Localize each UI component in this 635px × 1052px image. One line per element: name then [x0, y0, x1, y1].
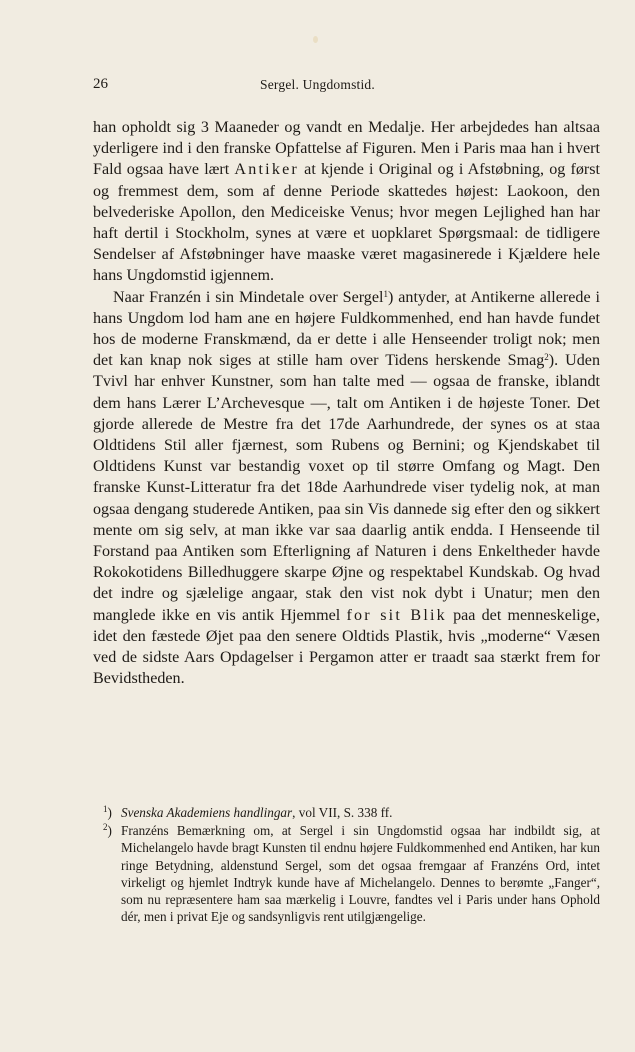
- body-text: [93, 117, 600, 689]
- footnote-ref-2: 2: [544, 352, 549, 363]
- paragraph-2-text-c: ). Uden Tvivl har enhver Kunstner, som han talte med — ogsaa de franske, iblandt dem hans Lærer L’Archevesque —, talt om Antiken i de højeste Toner. Det gjorde allerede de Mestre fra det 17de Aarhundrede, der synes os at staa Oldtidens Stil aller fjærnest, som Rubens og Bernini; og Kjendskabet til Oldtidens Kunst var bestandig voxet op til større Omfang og Magt. Den franske Kunst-Litteratur fra det 18de Aarhundrede viser tydelig nok, at man ogsaa dengang studerede Antiken, paa sin Vis dannede sig efter den og sikkert mente om sig selv, at man ikke var saa daarlig antik endda. I Henseende til Forstand paa Antiken som Efterligning af Naturen i dens Enkeltheder havde Rokokotidens Billedhuggere skarpe Øjne og respektabel Kundskab. Og hvad det indre og sjælelige angaar, stak den vist nok dybt i Unatur; men den manglede ikke en vis antik Hjemmel: [93, 352, 600, 624]
- paragraph-1-text-a: han opholdt sig 3 Maaneder og vandt en Medalje. Her arbejdedes han altsaa yderligere ind i den franske Opfattelse af Figuren. Men i Paris maa han i hvert Fald ogsaa have lært: [93, 119, 600, 179]
- paper-blemish: [313, 36, 318, 43]
- footnote-ref-1: 1: [383, 288, 388, 299]
- footnote-2-text: Franzéns Bemærkning om, at Sergel i sin Ungdomstid ogsaa har indbildt sig, at Michelangelo havde bragt Kunsten til endnu højere Fuldkommenhed end Antiken, har kun ringe Betydning, aldenstund Sergel, som det ogsaa fremgaar af Franzéns Ord, intet virkeligt og hjemlet Indtryk kunde have af Michelangelo. Dennes to berømte „Fanger“, som nu repræsentere ham saa mærkelig i Louvre, fandtes vel i Paris under hans Ophold dér, men i privat Eje og sandsynligvis rent utilgjængelige.: [121, 823, 600, 925]
- footnote-1: [103, 804, 600, 821]
- paragraph-2: [93, 287, 600, 690]
- page-header: [93, 76, 542, 96]
- paragraph-1: [93, 117, 600, 287]
- footnote-1-mark: $^1$): [103, 804, 112, 820]
- footnotes: [103, 804, 600, 926]
- footnote-2: [103, 822, 600, 925]
- footnote-1-text: , vol VII, S. 338 ff.: [292, 805, 393, 820]
- spaced-emphasis-antiker: Antiker: [234, 161, 299, 179]
- page-number: 26: [93, 76, 108, 92]
- spaced-emphasis-for-sit-blik: for sit Blik: [346, 606, 447, 624]
- footnote-2-mark: $^2$): [103, 822, 112, 839]
- paragraph-2-text-a: Naar Franzén i sin Mindetale over Sergel: [113, 288, 384, 306]
- paragraph-2-text-d: paa det menneskelige, idet den fæstede Øjet paa den senere Oldtids Plastik, hvis „moderne“ Væsen ved de sidste Aars Opdagelser i Pergamon atter er traadt saa stærkt frem for Bevidstheden.: [93, 606, 600, 688]
- running-head: Sergel. Ungdomstid.: [260, 77, 375, 92]
- paragraph-2-text-b: ) antyder, at Antikerne allerede i hans Ungdom lod ham ane en højere Fuldkommenhed, end han havde fundet hos de moderne Franskmænd, da er dette i alle Henseender troligt nok; men det kan knap nok siges at stille ham over Tidens herskende Smag: [93, 288, 600, 370]
- footnote-1-title: Svenska Akademiens handlingar: [121, 805, 293, 820]
- paragraph-1-text-b: at kjende i Original og i Afstøbning, og først og fremmest dem, som af denne Periode skattedes højest: Laokoon, den belvederiske Apollon, den Mediceiske Venus; hvor megen Lejlighed han har haft dertil i Stockholm, synes at være et uopklaret Spørgsmaal: de tidligere Sendelser af Afstøbninger have maaske været magasinerede i Kjældere hele hans Ungdomstid igjennem.: [93, 161, 600, 285]
